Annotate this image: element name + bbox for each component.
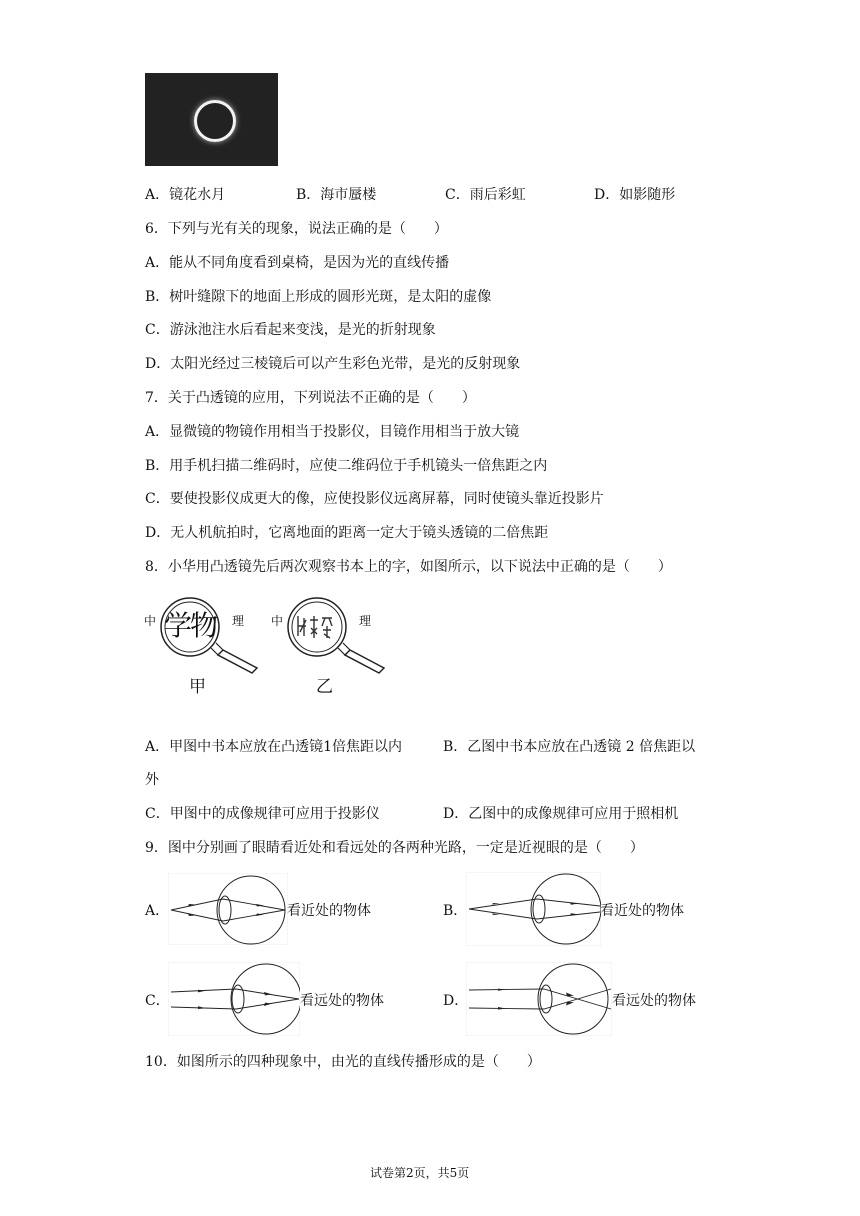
magnifier-figure-yi [270, 594, 385, 697]
q10-stem: 10．如图所示的四种现象中，由光的直线传播形成的是（ ） [145, 1054, 541, 1070]
q6-option-c: C．游泳池注水后看起来变浅，是光的折射现象 [145, 322, 436, 338]
q5-option-d: D．如影随形 [594, 187, 676, 203]
q5-option-b: B．海市蜃楼 [296, 187, 377, 203]
q7-option-b: B．用手机扫描二维码时，应使二维码位于手机镜头一倍焦距之内 [145, 458, 548, 474]
magnifier-yi-icon [270, 594, 385, 674]
q5-option-a: A．镜花水月 [145, 187, 226, 203]
magnifier-yi-left-char: 中 [271, 614, 284, 628]
q9-option-d-text: 看远处的物体 [612, 993, 696, 1009]
q9-option-b-label: B． [443, 903, 468, 919]
q9-option-a-text: 看近处的物体 [287, 903, 371, 919]
q7-stem: 7．关于凸透镜的应用，下列说法不正确的是（ ） [145, 390, 476, 406]
q5-option-c: C．雨后彩虹 [445, 187, 526, 203]
magnifier-yi-right-char: 理 [359, 614, 372, 628]
q8-option-c: C．甲图中的成像规律可应用于投影仪 [145, 806, 380, 822]
page-footer: 试卷第2页，共5页 [370, 1166, 470, 1180]
eye-diagram-b [466, 872, 601, 946]
q8-option-d: D．乙图中的成像规律可应用于照相机 [443, 806, 679, 822]
q9-option-a-label: A． [145, 903, 170, 919]
magnifier-jia-lens-text: 学物 [164, 609, 217, 642]
q7-option-c: C．要使投影仪成更大的像，应使投影仪远离屏幕，同时使镜头靠近投影片 [145, 491, 604, 507]
q9-stem: 9．图中分别画了眼睛看近处和看远处的各两种光路，一定是近视眼的是（ ） [145, 840, 644, 856]
magnifier-jia-caption: 甲 [189, 677, 206, 697]
eclipse-ring [194, 100, 236, 142]
magnifier-yi-caption: 乙 [316, 677, 333, 697]
magnifier-jia-left-char: 中 [144, 614, 157, 628]
q8-option-b-line2: 外 [145, 772, 159, 788]
eclipse-photo [145, 73, 278, 166]
q9-option-d-label: D． [443, 993, 469, 1009]
q9-option-b-text: 看近处的物体 [600, 903, 684, 919]
eye-diagram-a [168, 873, 288, 945]
q6-option-a: A．能从不同角度看到桌椅，是因为光的直线传播 [145, 255, 450, 271]
q9-option-c-label: C． [145, 993, 170, 1009]
eye-diagram-c [168, 962, 300, 1036]
q6-stem: 6．下列与光有关的现象，说法正确的是（ ） [145, 221, 448, 237]
eye-diagram-d [466, 962, 612, 1036]
q7-option-a: A．显微镜的物镜作用相当于投影仪，目镜作用相当于放大镜 [145, 424, 520, 440]
q6-option-b: B．树叶缝隙下的地面上形成的圆形光斑，是太阳的虚像 [145, 289, 492, 305]
magnifier-jia-right-char: 理 [232, 614, 245, 628]
q7-option-d: D．无人机航拍时，它离地面的距离一定大于镜头透镜的二倍焦距 [145, 525, 549, 541]
q9-option-c-text: 看远处的物体 [300, 993, 384, 1009]
q8-stem: 8．小华用凸透镜先后两次观察书本上的字，如图所示，以下说法中正确的是（ ） [145, 559, 672, 575]
magnifier-figure-jia [143, 594, 258, 697]
inverted-text-icon [298, 616, 332, 638]
q8-option-b-line1: B．乙图中书本应放在凸透镜 2 倍焦距以 [443, 739, 696, 755]
q6-option-d: D．太阳光经过三棱镜后可以产生彩色光带，是光的反射现象 [145, 356, 521, 372]
q8-option-a: A．甲图中书本应放在凸透镜1倍焦距以内 [145, 739, 403, 755]
